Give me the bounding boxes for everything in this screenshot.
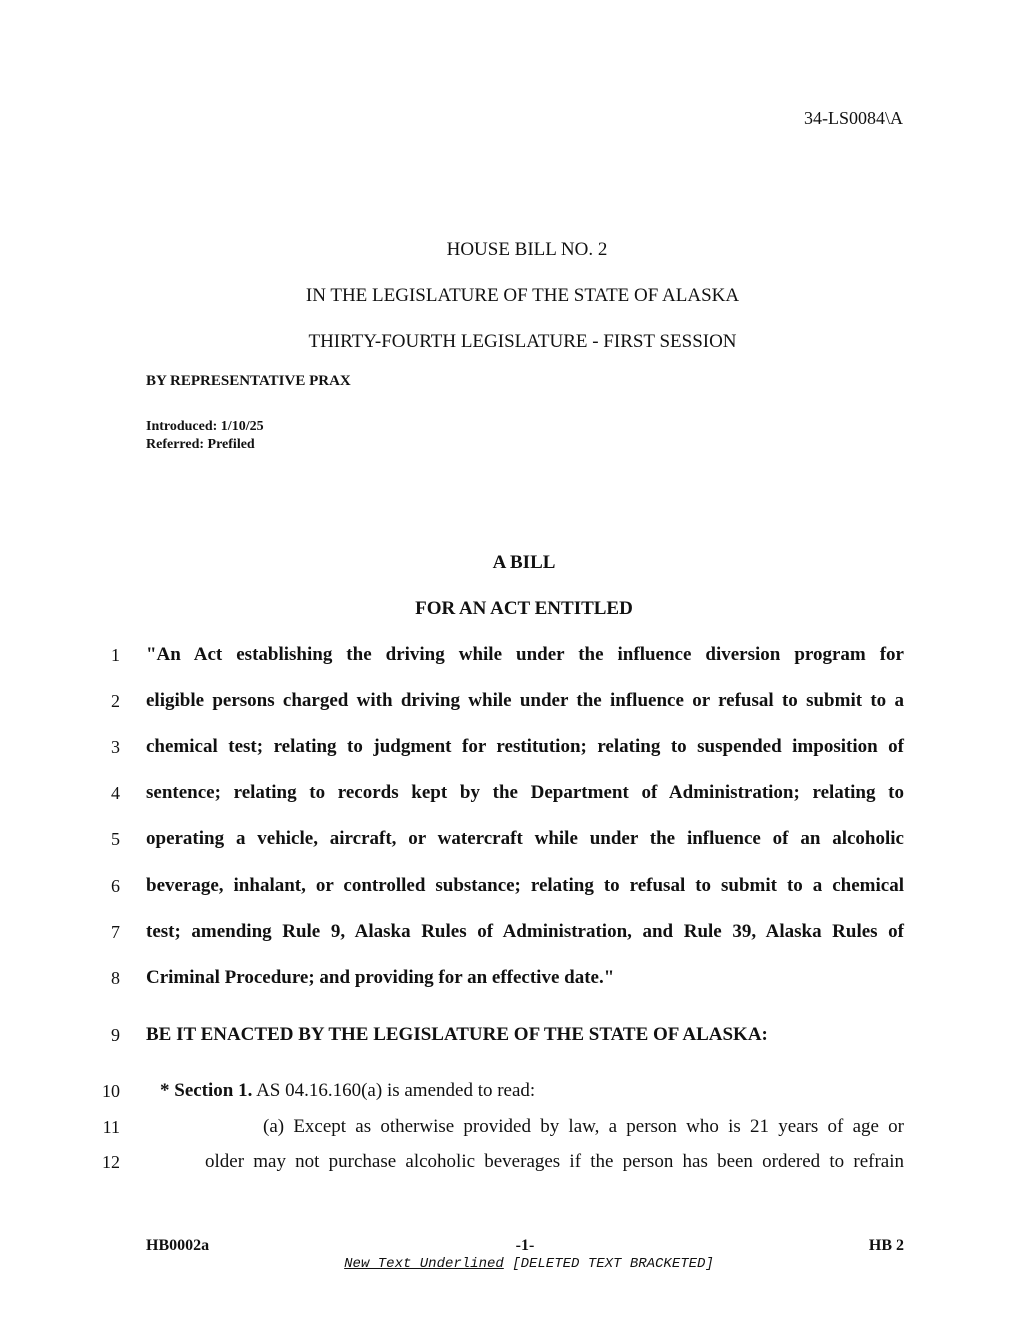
- title-line: "An Act establishing the driving while under the influence diversion program for: [146, 644, 904, 665]
- section-heading: [160, 1080, 535, 1102]
- line-number: 9: [111, 1025, 120, 1045]
- session-heading: THIRTY-FOURTH LEGISLATURE - FIRST SESSION: [308, 331, 737, 352]
- line-number: 2: [111, 691, 120, 711]
- line-number: 5: [111, 829, 120, 849]
- introduced-date: Introduced: 1/10/25: [146, 419, 264, 434]
- referred-status: Referred: Prefiled: [146, 437, 255, 452]
- introduction-info: [146, 418, 264, 454]
- page-number: -1-: [515, 1237, 535, 1254]
- line-number: 7: [111, 922, 120, 942]
- line-number: 6: [111, 876, 120, 896]
- line-number: 1: [111, 645, 120, 665]
- bill-number: HOUSE BILL NO. 2: [446, 239, 608, 260]
- title-line: eligible persons charged with driving while under the influence or refusal to submit to a: [146, 690, 904, 711]
- section-text: AS 04.16.160(a) is amended to read:: [256, 1080, 536, 1101]
- title-line: operating a vehicle, aircraft, or watercraft while under the influence of an alcoholic: [146, 828, 904, 849]
- legend-deleted-text: [DELETED TEXT BRACKETED]: [512, 1256, 714, 1272]
- line-number: 12: [102, 1152, 120, 1172]
- line-number: 10: [102, 1081, 120, 1101]
- footer-bill-label: HB 2: [868, 1237, 904, 1254]
- title-line: chemical test; relating to judgment for restitution; relating to suspended imposition of: [146, 736, 904, 757]
- body-line: older may not purchase alcoholic beverages if the person has been ordered to refrain: [205, 1151, 904, 1172]
- line-number: 3: [111, 737, 120, 757]
- legislature-heading: IN THE LEGISLATURE OF THE STATE OF ALASKA: [305, 285, 740, 306]
- section-label: * Section 1.: [160, 1080, 253, 1101]
- line-number: 11: [102, 1117, 120, 1137]
- a-bill-heading: A BILL: [492, 552, 556, 573]
- for-an-act-heading: FOR AN ACT ENTITLED: [415, 598, 633, 619]
- title-line: beverage, inhalant, or controlled substance; relating to refusal to submit to a chemical: [146, 875, 904, 896]
- title-line: Criminal Procedure; and providing for an effective date.": [146, 967, 615, 988]
- edit-legend: [0, 1256, 1024, 1272]
- line-number: 8: [111, 968, 120, 988]
- title-line: sentence; relating to records kept by the Department of Administration; relating to: [146, 782, 904, 803]
- legend-new-text: New Text Underlined: [344, 1256, 504, 1272]
- footer-document-code: HB0002a: [146, 1237, 210, 1254]
- document-id: 34-LS0084\A: [804, 108, 903, 128]
- enacting-clause: BE IT ENACTED BY THE LEGISLATURE OF THE STATE OF ALASKA:: [146, 1024, 768, 1045]
- body-line: (a) Except as otherwise provided by law, a person who is 21 years of age or: [263, 1116, 904, 1137]
- sponsor: BY REPRESENTATIVE PRAX: [146, 373, 351, 389]
- title-line: test; amending Rule 9, Alaska Rules of Administration, and Rule 39, Alaska Rules of: [146, 921, 904, 942]
- line-number: 4: [111, 783, 120, 803]
